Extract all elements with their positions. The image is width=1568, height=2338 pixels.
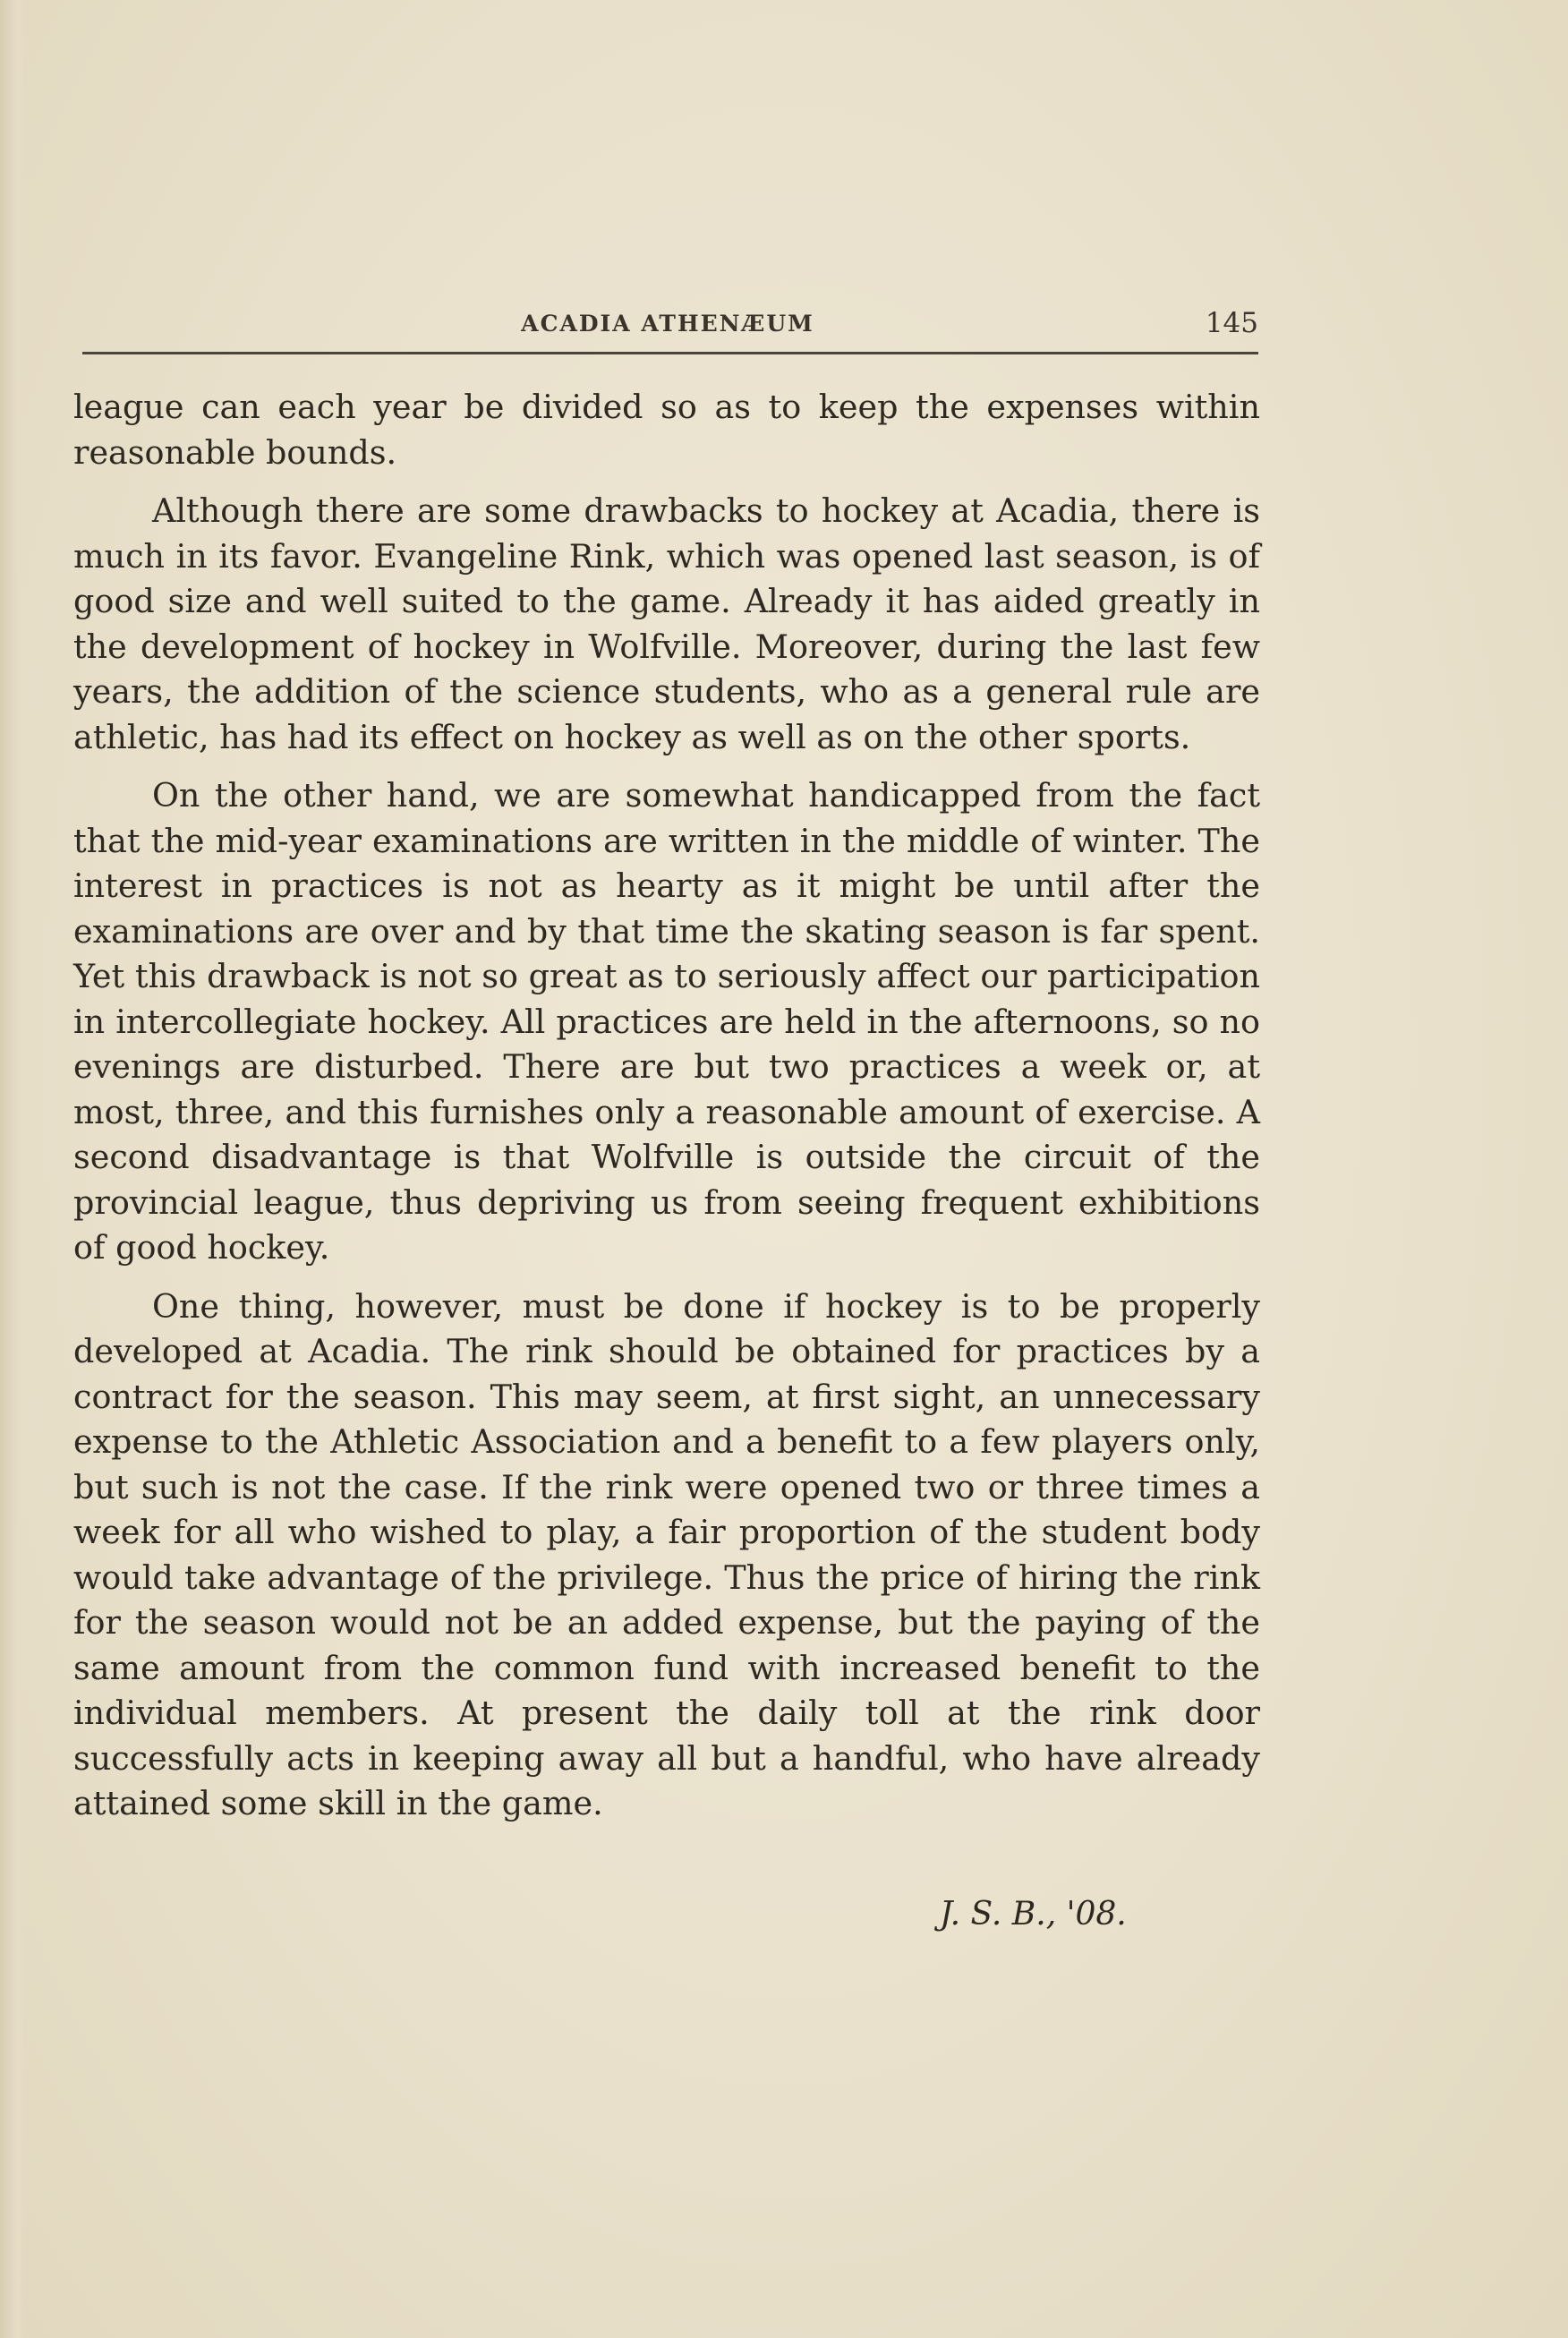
page-edge-shadow	[0, 0, 25, 2338]
paragraph: On the other hand, we are somewhat handicapped from the fact that the mid-year examinations are written in the middle of winter. The interest in practices is not as hearty as it might be until after the examinations are over and by that time the skating season is far spent. Yet this drawback is not so great as to seriously affect our participation in intercollegiate hockey. All practices are held in the afternoons, so no evenings are disturbed. There are but two practices a week or, at most, three, and this furnishes only a reasonable amount of exercise. A second disadvantage is that Wolfville is outside the circuit of the provincial league, thus depriving us from seeing frequent exhibitions of good hockey.	[73, 776, 1260, 1267]
page-number: 145	[1205, 307, 1258, 339]
article-body	[73, 385, 1260, 1840]
header-rule	[82, 352, 1258, 354]
author-signature: J. S. B., '08.	[940, 1896, 1127, 1933]
paragraph-continued: league can each year be divided so as to keep the expenses within reasonable bounds.	[73, 388, 1260, 472]
paragraph: Although there are some drawbacks to hockey at Acadia, there is much in its favor. Evangeline Rink, which was opened last season, is of good size and well suited to the game. Already it has aided greatly in the development of hockey in Wolfville. Moreover, during the last few years, the addition of the science students, who as a general rule are athletic, has had its effect on hockey as well as on the other sports.	[73, 491, 1260, 756]
running-title: ACADIA ATHENÆUM	[521, 311, 814, 337]
paragraph: One thing, however, must be done if hockey is to be properly developed at Acadia. The rink should be obtained for practices by a contract for the season. This may seem, at first sight, an unnecessary expense to the Athletic Association and a benefit to a few players only, but such is not the case. If the rink were opened two or three times a week for all who wished to play, a fair proportion of the student body would take advantage of the privilege. Thus the price of hiring the rink for the season would not be an added expense, but the paying of the same amount from the common fund with increased benefit to the individual members. At present the daily toll at the rink door successfully acts in keeping away all but a handful, who have already attained some skill in the game.	[73, 1286, 1260, 1822]
page-header	[77, 300, 1258, 354]
